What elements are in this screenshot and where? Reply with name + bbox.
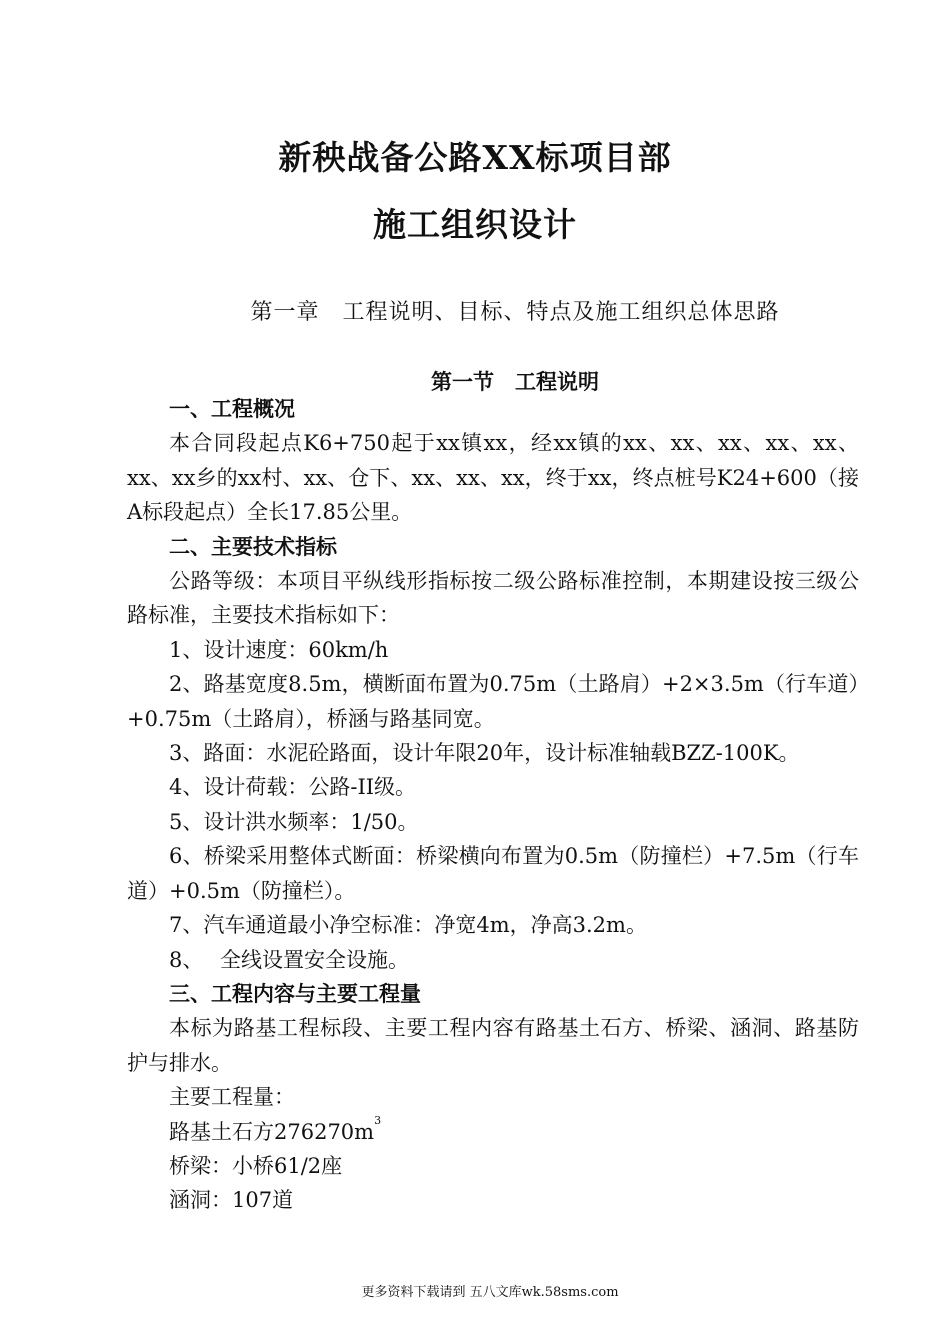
- quantities-label: 主要工程量：: [169, 1085, 295, 1110]
- list-item: 8、 全线设置安全设施。: [169, 947, 410, 972]
- list-item: 1、设计速度：60km/h: [169, 637, 389, 662]
- paragraph-overview: 本合同段起点K6+750起于xx镇xx，经xx镇的xx、xx、xx、xx、xx、xx、xx乡的xx村、xx、仓下、xx、xx、xx，终于xx，终点桩号K24+600（接A标段起点）全长17.85公里。: [127, 431, 859, 525]
- document-body: [127, 392, 859, 1218]
- heading-work-content: 三、工程内容与主要工程量: [169, 981, 421, 1006]
- list-item: 4、设计荷载：公路-II级。: [169, 775, 417, 800]
- list-item: 3、路面：水泥砼路面，设计年限20年，设计标准轴载BZZ-100K。: [169, 741, 800, 766]
- heading-technical-indicators: 二、主要技术指标: [169, 534, 337, 559]
- section-heading: 第一节 工程说明: [431, 370, 599, 394]
- paragraph-scope: 本标为路基工程标段、主要工程内容有路基土石方、桥梁、涵洞、路基防护与排水。: [127, 1016, 859, 1075]
- document-subtitle: 施工组织设计: [373, 205, 577, 244]
- paragraph-road-grade: 公路等级：本项目平纵线形指标按二级公路标准控制，本期建设按三级公路标准，主要技术指标如下：: [127, 569, 859, 628]
- chapter-heading: 第一章 工程说明、目标、特点及施工组织总体思路: [250, 300, 780, 325]
- quantity-earthwork: [127, 1115, 859, 1149]
- earthwork-superscript: 3: [374, 1113, 382, 1127]
- footer-note: 更多资料下载请到 五八文库wk.58sms.com: [361, 1285, 619, 1300]
- quantity-bridges: 桥梁：小桥61/2座: [169, 1153, 343, 1178]
- list-item: 2、路基宽度8.5m，横断面布置为0.75m（土路肩）+2×3.5m（行车道）+0.75m（土路肩），桥涵与路基同宽。: [127, 672, 859, 731]
- quantity-culverts: 涵洞：107道: [169, 1188, 294, 1213]
- list-item: 7、汽车通道最小净空标准：净宽4m，净高3.2m。: [169, 913, 647, 938]
- document-title: 新秧战备公路XX标项目部: [278, 138, 672, 177]
- earthwork-text: 路基土石方276270m: [169, 1119, 375, 1144]
- list-item: 5、设计洪水频率：1/50。: [169, 809, 419, 834]
- heading-project-overview: 一、工程概况: [169, 397, 295, 421]
- list-item: 6、桥梁采用整体式断面：桥梁横向布置为0.5m（防撞栏）+7.5m（行车道）+0.5m（防撞栏）。: [127, 844, 859, 903]
